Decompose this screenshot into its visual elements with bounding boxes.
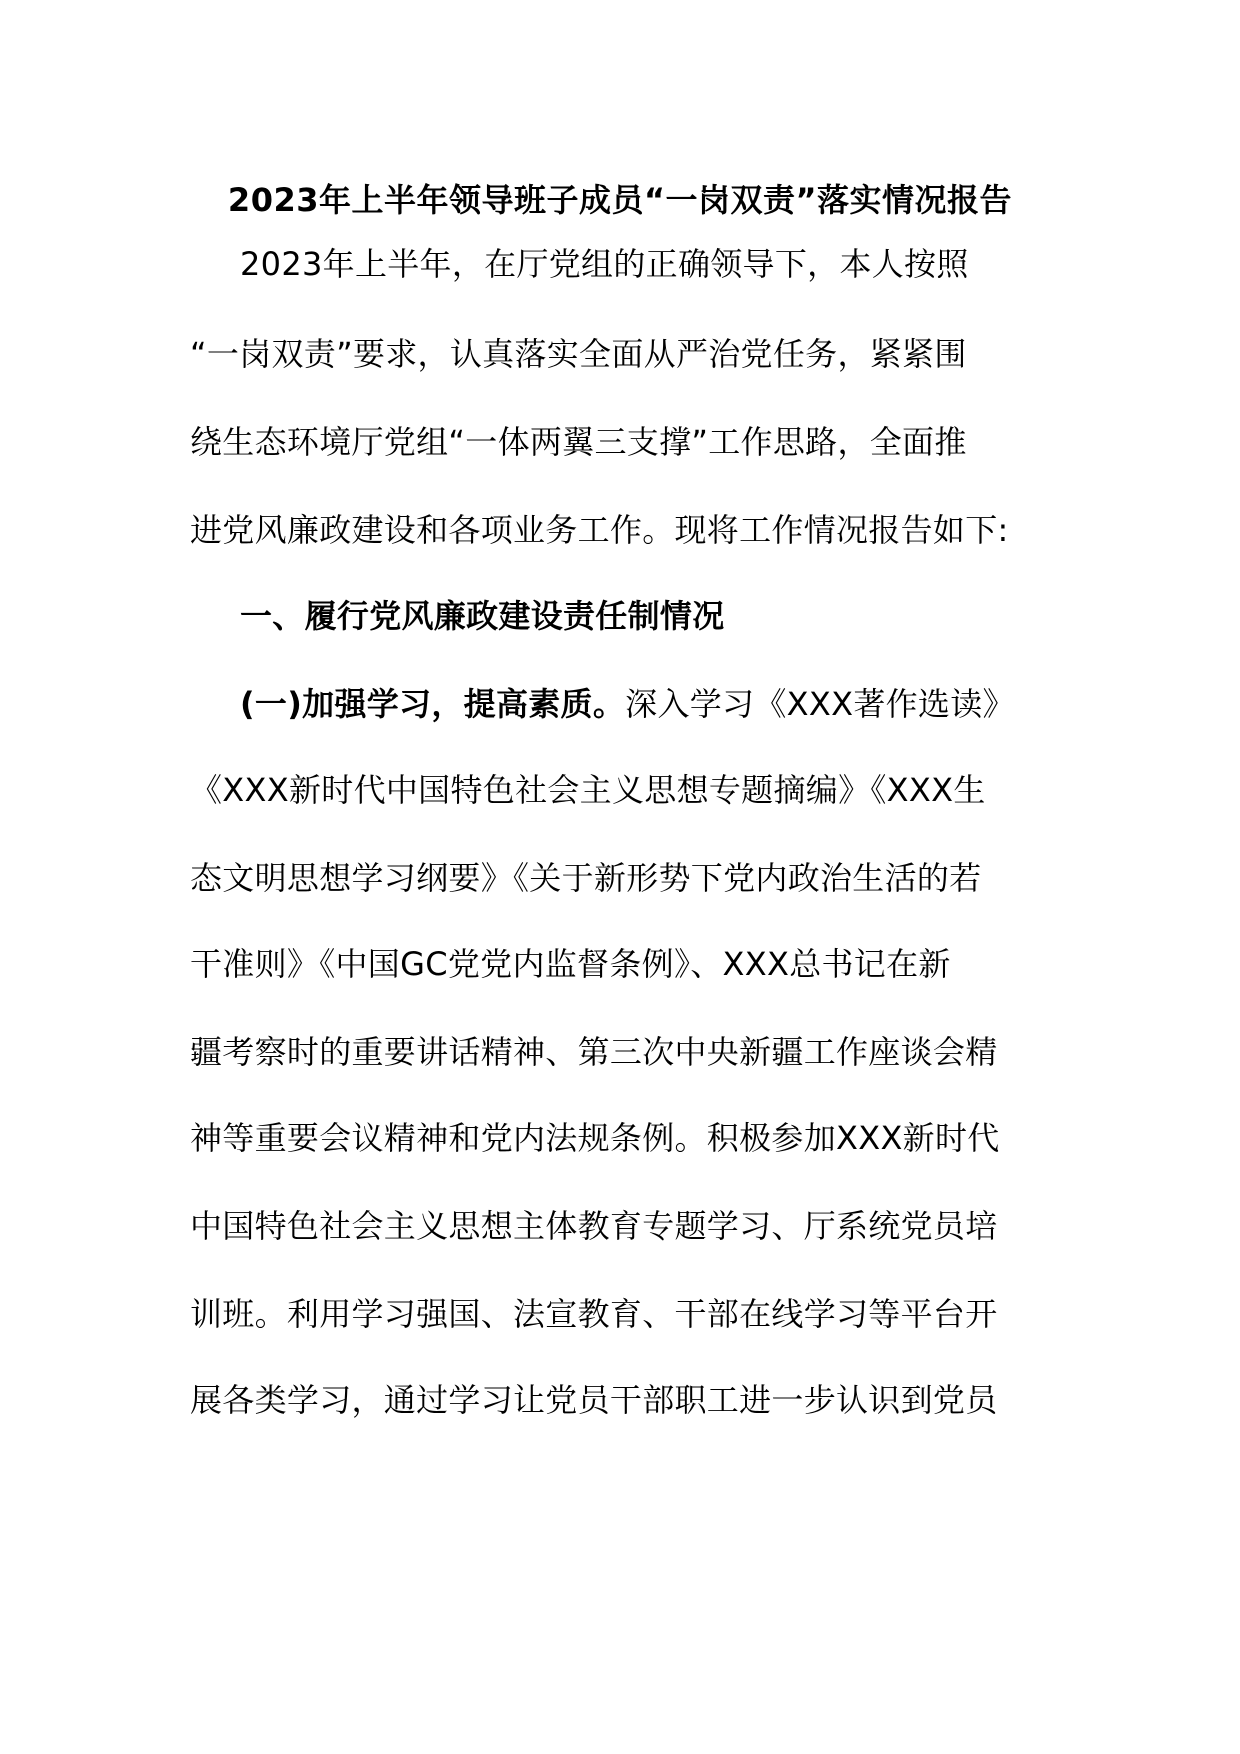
document-title: 2023年上半年领导班子成员“一岗双责”落实情况报告: [227, 181, 1013, 219]
body-line-6: 中国特色社会主义思想主体教育专题学习、厅系统党员培: [190, 1207, 998, 1245]
intro-line-1: 2023年上半年，在厅党组的正确领导下，本人按照: [240, 245, 969, 283]
subsection-heading: (一)加强学习，提高素质。: [240, 685, 626, 723]
body-line-7: 训班。利用学习强国、法宣教育、干部在线学习等平台开: [190, 1295, 998, 1333]
intro-line-2: “一岗双责”要求，认真落实全面从严治党任务，紧紧围: [190, 335, 967, 373]
body-line-1: 《XXX新时代中国特色社会主义思想专题摘编》《XXX生: [190, 771, 986, 809]
body-line-4: 疆考察时的重要讲话精神、第三次中央新疆工作座谈会精: [190, 1033, 998, 1071]
body-line-8: 展各类学习，通过学习让党员干部职工进一步认识到党员: [190, 1381, 998, 1419]
body-line-2: 态文明思想学习纲要》《关于新形势下党内政治生活的若: [190, 859, 982, 897]
subsection-first-line-text: 深入学习《XXX著作选读》: [625, 685, 1015, 723]
body-line-3: 干准则》《中国GC党党内监督条例》、XXX总书记在新: [190, 945, 951, 983]
intro-line-3: 绕生态环境厅党组“一体两翼三支撑”工作思路，全面推: [190, 423, 967, 461]
section-heading: 一、履行党风廉政建设责任制情况: [240, 597, 725, 635]
subsection-first-line: [240, 680, 1100, 728]
intro-line-4: 进党风廉政建设和各项业务工作。现将工作情况报告如下:: [190, 511, 1009, 549]
body-line-5: 神等重要会议精神和党内法规条例。积极参加XXX新时代: [190, 1119, 1000, 1157]
